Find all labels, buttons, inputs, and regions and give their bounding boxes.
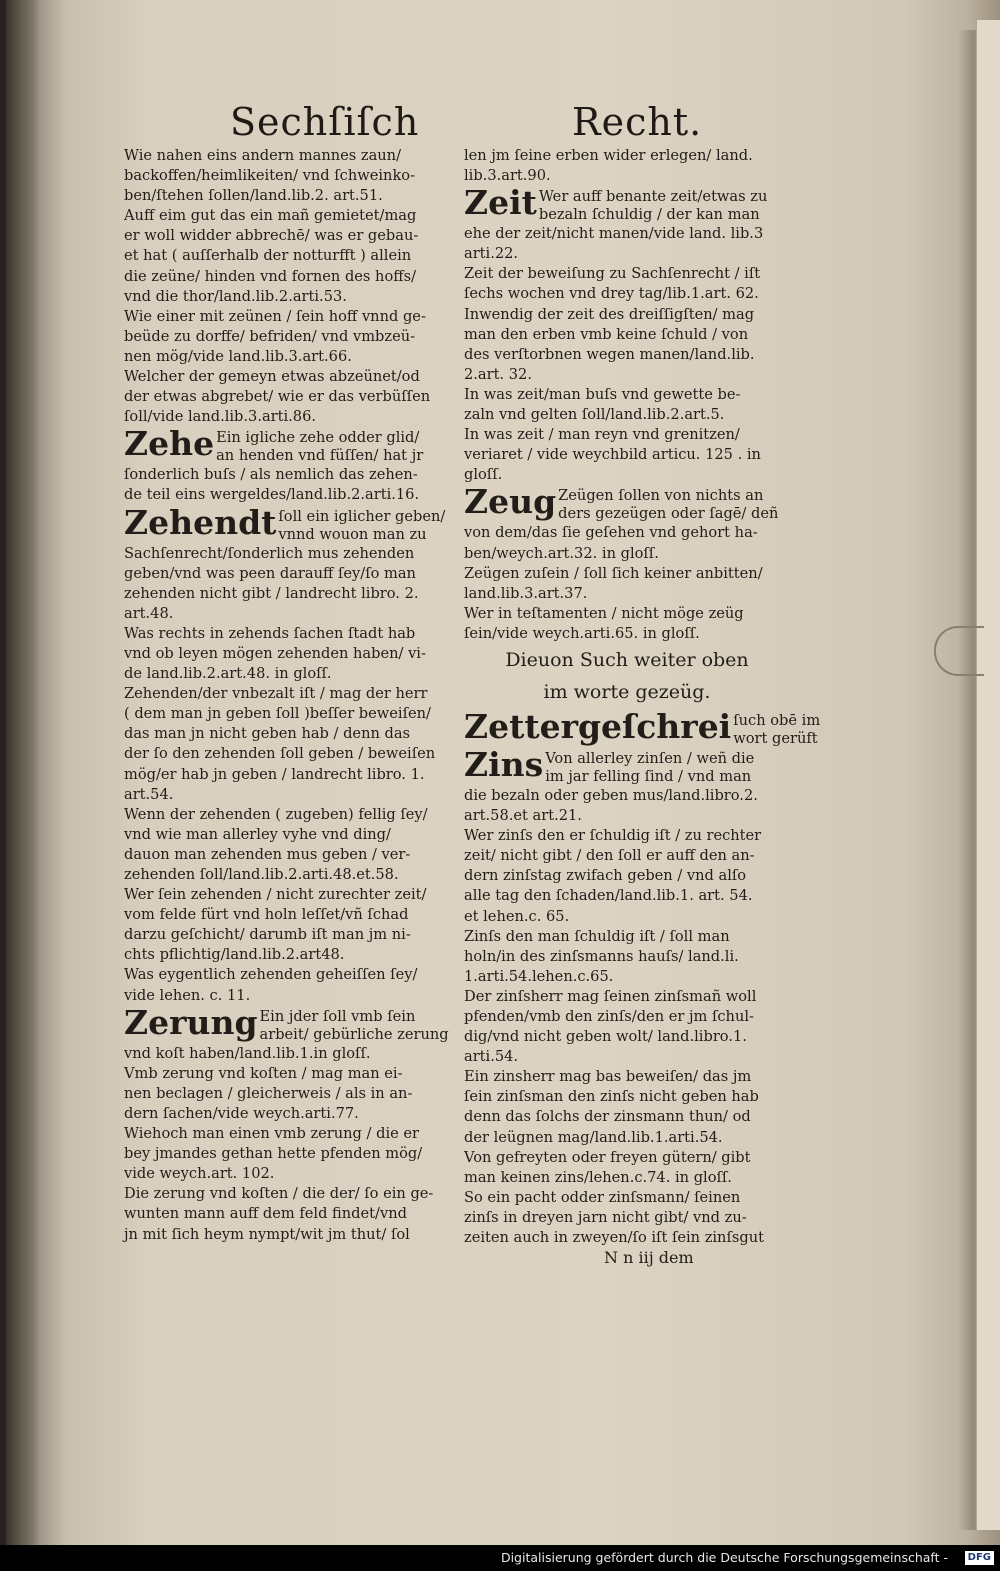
text-line: nen mög/vide land.lib.3.art.66. <box>124 347 352 365</box>
entry-heading <box>464 744 790 786</box>
text-line: zeit/ nicht gibt / den ſoll er auff den an- <box>464 847 755 865</box>
text-line: chts pflichtig/land.lib.2.art48. <box>124 946 345 964</box>
text-line: bezaln ſchuldig / der kan man <box>538 206 760 224</box>
entry-keyword: Zettergeſchrei <box>464 706 732 746</box>
text-line: So ein pacht odder zinſsmann/ ſeinen <box>464 1188 741 1206</box>
text-line: man den erben vmb keine ſchuld / von <box>464 325 749 343</box>
footer-credit: Digitalisierung gefördert durch die Deutsche Forschungsgemeinschaft - <box>500 1550 948 1565</box>
text-line: jn mit ſich heym nympt/wit jm thut/ ſol <box>124 1225 410 1243</box>
text-line: ( dem man jn geben ſoll )beſſer beweiſen/ <box>124 705 431 723</box>
text-line: art.48. <box>124 604 174 622</box>
text-line: man keinen zins/lehen.c.74. in gloſſ. <box>464 1168 732 1186</box>
text-line: er woll widder abbrechē/ was er gebau- <box>124 227 419 245</box>
entry-heading <box>124 502 450 544</box>
text-line: zinſs in dreyen jarn nicht gibt/ vnd zu- <box>464 1208 747 1226</box>
text-line: arti.22. <box>464 245 519 263</box>
right-text-column <box>464 146 821 1268</box>
text-line: Wenn der zehenden ( zugeben) fellig ſey/ <box>124 805 428 823</box>
text-line: vnd koſt haben/land.lib.1.in gloſſ. <box>124 1044 371 1062</box>
text-line: lib.3.art.90. <box>464 167 551 185</box>
text-line: Welcher der gemeyn etwas abzeünet/od <box>124 368 420 386</box>
text-line: vide lehen. c. 11. <box>124 986 251 1004</box>
text-line: ben/weych.art.32. in gloſſ. <box>464 544 659 562</box>
text-line: dauon man zehenden mus geben / ver- <box>124 845 411 863</box>
text-line: Ein zinsherr mag bas beweiſen/ das jm <box>464 1068 752 1086</box>
text-line: geben/vnd was peen darauff ſey/ſo man <box>124 564 416 582</box>
text-line: nen beclagen / gleicherweis / als in an- <box>124 1084 413 1102</box>
text-line: In was zeit / man reyn vnd grenitzen/ <box>464 426 740 444</box>
text-line: zehenden ſoll/land.lib.2.arti.48.et.58. <box>124 866 399 883</box>
text-line: ſonderlich buſs / als nemlich das zehen- <box>124 466 418 484</box>
entry-keyword: Zeug <box>464 482 557 522</box>
text-line: ſein/vide weych.arti.65. in gloſſ. <box>464 624 700 642</box>
text-line: Von gefreyten oder freyen gütern/ gibt <box>464 1148 751 1166</box>
signature-mark: N n iij dem <box>604 1248 694 1268</box>
entry-heading <box>124 1002 450 1044</box>
text-line: Vmb zerung vnd koſten / mag man ei- <box>124 1064 403 1082</box>
text-line: ſoll ein iglicher geben/ <box>278 507 446 525</box>
text-line: Auff eim gut das ein mañ gemietet/mag <box>124 207 417 225</box>
entry-keyword: Zehe <box>124 424 215 464</box>
text-line: der ſo den zehenden ſoll geben / beweiſen <box>124 745 436 763</box>
entry-keyword-text <box>733 712 820 748</box>
text-line: zeiten auch in zweyen/ſo iſt ſein zinſsgut <box>464 1229 764 1247</box>
cross-reference-heading: Dieuon Such weiter oben <box>505 648 749 671</box>
text-line: an henden vnd füſſen/ hat jr <box>216 447 424 465</box>
text-line: arti.54. <box>464 1048 519 1066</box>
digitization-footer <box>0 1545 1000 1571</box>
text-line: die zeüne/ hinden vnd fornen des hoffs/ <box>124 267 417 285</box>
text-line: denn das ſolchs der zinsmann thun/ od <box>464 1108 751 1126</box>
text-line: beüde zu dorffe/ befriden/ vnd vmbzeü- <box>124 327 416 345</box>
text-line: dig/vnd nicht geben wolt/ land.libro.1. <box>464 1028 747 1046</box>
text-line: Ein jder ſoll vmb ſein <box>259 1007 416 1025</box>
text-line: Inwendig der zeit des dreiſſigſten/ mag <box>464 305 755 323</box>
entry-keyword: Zerung <box>124 1002 258 1042</box>
text-line: de land.lib.2.art.48. in gloſſ. <box>124 665 332 683</box>
text-line: wunten mann auff dem feld findet/vnd <box>124 1205 407 1223</box>
text-line: zehenden nicht gibt / landrecht libro. 2. <box>124 584 419 602</box>
text-line: dern ſachen/vide weych.arti.77. <box>124 1104 359 1122</box>
text-line: wort gerüft <box>733 729 818 747</box>
text-line: holn/in des zinſsmanns hauſs/ land.li. <box>464 947 739 965</box>
text-line: Zinſs den man ſchuldig iſt / ſoll man <box>464 927 730 945</box>
text-line: Wer auff benante zeit/etwas zu <box>538 188 768 206</box>
text-line: alle tag den ſchaden/land.lib.1. art. 54. <box>464 887 753 905</box>
text-line: arbeit/ gebürliche zerung <box>259 1025 449 1043</box>
entry-keyword-text <box>216 429 423 465</box>
text-line: ehe der zeit/nicht manen/vide land. lib.3 <box>464 225 764 243</box>
text-line: Wer zinſs den er ſchuldig iſt / zu rechter <box>464 827 762 845</box>
entry-keyword-text <box>558 487 778 523</box>
text-line: land.lib.3.art.37. <box>464 584 588 602</box>
text-line: vom felde fürt vnd holn leſſet/vñ ſchad <box>124 906 409 924</box>
text-line: ſechs wochen vnd drey tag/lib.1.art. 62. <box>464 285 759 303</box>
text-line: ſuch obē im <box>733 711 821 729</box>
folded-page-edge <box>976 20 1000 1530</box>
text-line: im jar felling ſind / vnd man <box>545 767 752 785</box>
text-line: die bezaln oder geben mus/land.libro.2. <box>464 786 758 804</box>
text-line: Zehenden/der vnbezalt iſt / mag der herr <box>124 685 428 703</box>
entry-heading <box>464 482 790 523</box>
left-text-column <box>124 146 450 1245</box>
text-line: mög/er hab jn geben / landrecht libro. 1. <box>124 765 425 783</box>
entry-keyword: Zeit <box>464 183 537 223</box>
text-line: ſein zinſsman den zinſs nicht geben hab <box>464 1088 759 1106</box>
text-line: Zeit der beweiſung zu Sachſenrecht / iſt <box>464 265 761 283</box>
text-line: Wer in teſtamenten / nicht möge zeüg <box>464 604 744 622</box>
text-line: vnd die thor/land.lib.2.arti.53. <box>124 287 347 305</box>
running-head-left: Sechſiſch <box>230 100 420 144</box>
dfg-logo: DFG <box>965 1551 994 1565</box>
text-line: Wie nahen eins andern mannes zaun/ <box>124 147 401 164</box>
text-line: Die zerung vnd koſten / die der/ ſo ein ge- <box>124 1185 434 1203</box>
text-line: der leügnen mag/land.lib.1.arti.54. <box>464 1128 723 1146</box>
text-line: Der zinſsherr mag ſeinen zinſsmañ woll <box>464 987 757 1005</box>
text-line: Was eygentlich zehenden geheiſſen ſey/ <box>124 966 418 984</box>
cross-reference-heading: im worte gezeüg. <box>543 680 711 703</box>
text-line: len jm ſeine erben wider erlegen/ land. <box>464 147 753 164</box>
entry-heading <box>124 424 450 465</box>
text-line: ders gezeügen oder ſagē/ deñ <box>558 505 779 523</box>
text-line: et lehen.c. 65. <box>464 907 570 925</box>
text-line: zaln vnd gelten ſoll/land.lib.2.art.5. <box>464 406 725 424</box>
book-gutter <box>6 0 40 1571</box>
text-line: et hat ( auſſerhalb der notturfft ) allein <box>124 247 412 265</box>
text-line: von dem/das ſie geſehen vnd gehort ha- <box>464 524 758 542</box>
text-line: gloſſ. <box>464 466 503 484</box>
text-line: pfenden/vmb den zinſs/den er jm ſchul- <box>464 1008 754 1025</box>
text-line: bey jmandes gethan hette pfenden mög/ <box>124 1145 423 1163</box>
text-line: vnnd wouon man zu <box>278 525 427 543</box>
entry-heading <box>464 706 821 748</box>
text-line: ben/ſtehen ſollen/land.lib.2. art.51. <box>124 187 383 205</box>
text-line: des verſtorbnen wegen manen/land.lib. <box>464 345 755 363</box>
text-line: 2.art. 32. <box>464 365 532 383</box>
text-line: de teil eins wergeldes/land.lib.2.arti.16. <box>124 486 420 504</box>
text-line: Sachſenrecht/ſonderlich mus zehenden <box>124 544 415 562</box>
text-line: Zeügen zuſein / ſoll ſich keiner anbitten/ <box>464 564 763 582</box>
text-line: ſoll/vide land.lib.3.arti.86. <box>124 408 317 426</box>
text-line: dern zinſstag zwifach geben / vnd alſo <box>464 867 747 885</box>
text-line: der etwas abgrebet/ wie er das verbüſſen <box>124 388 431 406</box>
text-line: art.58.et art.21. <box>464 807 582 825</box>
text-line: veriaret / vide weychbild articu. 125 . in <box>464 446 761 464</box>
entry-keyword: Zins <box>464 744 544 784</box>
entry-heading <box>464 183 790 224</box>
text-line: Wer ſein zehenden / nicht zurechter zeit/ <box>124 886 427 904</box>
text-line: Zeügen ſollen von nichts an <box>558 487 764 505</box>
text-line: 1.arti.54.lehen.c.65. <box>464 967 614 985</box>
text-line: das man jn nicht geben hab / denn das <box>124 725 411 743</box>
entry-keyword-text <box>539 188 767 224</box>
entry-keyword: Zehendt <box>124 502 277 542</box>
text-line: darzu geſchicht/ darumb iſt man jm ni- <box>124 926 411 944</box>
text-line: In was zeit/man buſs vnd gewette be- <box>464 385 741 403</box>
text-line: art.54. <box>124 785 174 803</box>
text-line: Was rechts in zehends ſachen ſtadt hab <box>124 624 416 642</box>
text-line: Wiehoch man einen vmb zerung / die er <box>124 1125 419 1143</box>
bookmark-tab <box>934 626 984 676</box>
entry-keyword-text <box>278 508 445 544</box>
entry-keyword-text <box>545 750 754 786</box>
text-line: vide weych.art. 102. <box>124 1165 275 1183</box>
scanned-page <box>6 0 1000 1571</box>
text-line: Wie einer mit zeünen / ſein hoff vnnd ge- <box>124 307 426 325</box>
text-line: vnd ob leyen mögen zehenden haben/ vi- <box>124 644 426 662</box>
text-line: vnd wie man allerley vyhe vnd ding/ <box>124 825 391 843</box>
text-line: backoffen/heimlikeiten/ vnd ſchweinko- <box>124 167 415 185</box>
running-head-right: Recht. <box>572 100 703 144</box>
entry-keyword-text <box>260 1008 449 1044</box>
text-line: Von allerley zinſen / weñ die <box>545 749 755 767</box>
text-line: Ein igliche zehe odder glid/ <box>216 429 420 447</box>
